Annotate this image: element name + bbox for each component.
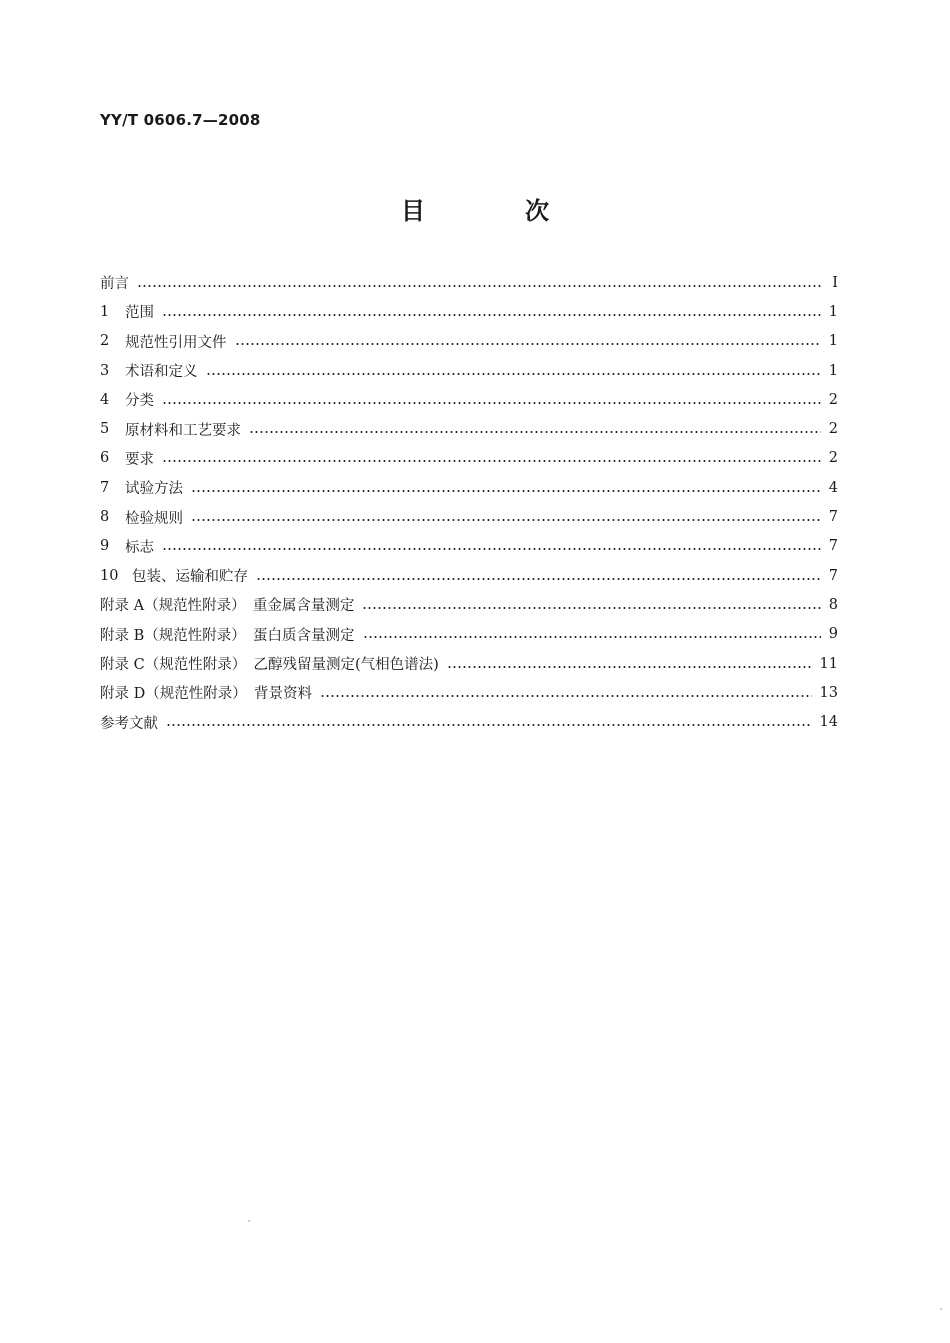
toc-entry-page: Ⅰ bbox=[832, 274, 838, 291]
toc-entry-page: 1 bbox=[828, 362, 838, 379]
toc-entry-label: 参考文献 bbox=[100, 715, 158, 732]
scan-speck bbox=[248, 1220, 250, 1222]
toc-entry-label: 分类 bbox=[125, 393, 154, 410]
dot-leader bbox=[362, 607, 820, 609]
toc-entry-number: 3 bbox=[100, 362, 110, 379]
toc-entry-8[interactable] bbox=[100, 502, 838, 531]
toc-entry-label: 附录 D（规范性附录） 背景资料 bbox=[100, 686, 312, 703]
toc-entry-annex-c[interactable] bbox=[100, 649, 838, 678]
toc-entry-page: 2 bbox=[828, 391, 838, 408]
toc-entry-page: 2 bbox=[828, 450, 838, 467]
toc-entry-number: 4 bbox=[100, 391, 110, 408]
dot-leader bbox=[162, 402, 821, 404]
toc-entry-6[interactable] bbox=[100, 444, 838, 473]
toc-entry-label: 包装、运输和贮存 bbox=[132, 569, 248, 586]
dot-leader bbox=[320, 695, 812, 697]
toc-entry-page: 1 bbox=[828, 303, 838, 320]
toc-entry-bibliography[interactable] bbox=[100, 707, 838, 736]
toc-entry-label: 附录 C（规范性附录） 乙醇残留量测定(气相色谱法) bbox=[100, 657, 439, 673]
toc-entry-page: 7 bbox=[828, 567, 838, 584]
toc-entry-label: 规范性引用文件 bbox=[125, 334, 227, 351]
toc-entry-page: 7 bbox=[828, 509, 838, 526]
toc-entry-number: 1 bbox=[100, 303, 110, 320]
toc-entry-4[interactable] bbox=[100, 385, 838, 414]
toc-entry-number: 8 bbox=[100, 509, 110, 526]
toc-entry-label: 试验方法 bbox=[125, 481, 183, 498]
toc-entry-label: 范围 bbox=[125, 305, 154, 322]
dot-leader bbox=[162, 314, 821, 316]
toc-entry-page: 14 bbox=[819, 714, 838, 731]
dot-leader bbox=[206, 373, 821, 375]
toc-entry-2[interactable] bbox=[100, 327, 838, 356]
dot-leader bbox=[249, 431, 821, 433]
toc-entry-number: 7 bbox=[100, 479, 110, 496]
toc-entry-page: 9 bbox=[828, 626, 838, 643]
toc-entry-label: 附录 A（规范性附录） 重金属含量测定 bbox=[100, 598, 355, 615]
toc-entry-label: 原材料和工艺要求 bbox=[125, 422, 241, 439]
toc-entry-7[interactable] bbox=[100, 473, 838, 502]
toc-entry-page: 1 bbox=[828, 333, 838, 350]
dot-leader bbox=[447, 666, 812, 668]
toc-entry-page: 8 bbox=[828, 596, 838, 613]
toc-entry-5[interactable] bbox=[100, 414, 838, 443]
standard-code: YY/T 0606.7—2008 bbox=[100, 111, 261, 129]
toc-entry-annex-d[interactable] bbox=[100, 678, 838, 707]
dot-leader bbox=[137, 285, 822, 287]
dot-leader bbox=[162, 460, 821, 462]
toc-entry-page: 4 bbox=[828, 479, 838, 496]
dot-leader bbox=[256, 578, 821, 580]
dot-leader bbox=[235, 343, 821, 345]
dot-leader bbox=[363, 636, 821, 638]
toc-entry-page: 13 bbox=[819, 684, 838, 701]
toc-entry-label: 检验规则 bbox=[125, 510, 183, 527]
table-of-contents bbox=[100, 268, 838, 737]
dot-leader bbox=[191, 490, 821, 492]
toc-entry-number: 10 bbox=[100, 567, 119, 584]
page-title: 目 次 bbox=[401, 197, 587, 225]
toc-entry-foreword[interactable] bbox=[100, 268, 838, 297]
toc-entry-page: 11 bbox=[819, 655, 838, 672]
toc-entry-label: 附录 B（规范性附录） 蛋白质含量测定 bbox=[100, 627, 355, 644]
dot-leader bbox=[191, 519, 821, 521]
toc-entry-10[interactable] bbox=[100, 561, 838, 590]
toc-entry-label: 前言 bbox=[100, 276, 129, 293]
toc-entry-number: 5 bbox=[100, 421, 110, 438]
toc-entry-annex-b[interactable] bbox=[100, 620, 838, 649]
toc-entry-number: 2 bbox=[100, 333, 110, 350]
toc-entry-page: 2 bbox=[828, 421, 838, 438]
toc-entry-number: 6 bbox=[100, 450, 110, 467]
dot-leader bbox=[162, 548, 821, 550]
toc-entry-1[interactable] bbox=[100, 297, 838, 326]
dot-leader bbox=[166, 724, 812, 726]
toc-entry-label: 标志 bbox=[125, 539, 154, 556]
toc-entry-3[interactable] bbox=[100, 356, 838, 385]
scan-speck bbox=[940, 1308, 942, 1310]
toc-entry-number: 9 bbox=[100, 538, 110, 555]
toc-entry-9[interactable] bbox=[100, 532, 838, 561]
toc-entry-annex-a[interactable] bbox=[100, 590, 838, 619]
toc-entry-label: 要求 bbox=[125, 451, 154, 468]
toc-entry-page: 7 bbox=[828, 538, 838, 555]
toc-entry-label: 术语和定义 bbox=[125, 364, 198, 381]
